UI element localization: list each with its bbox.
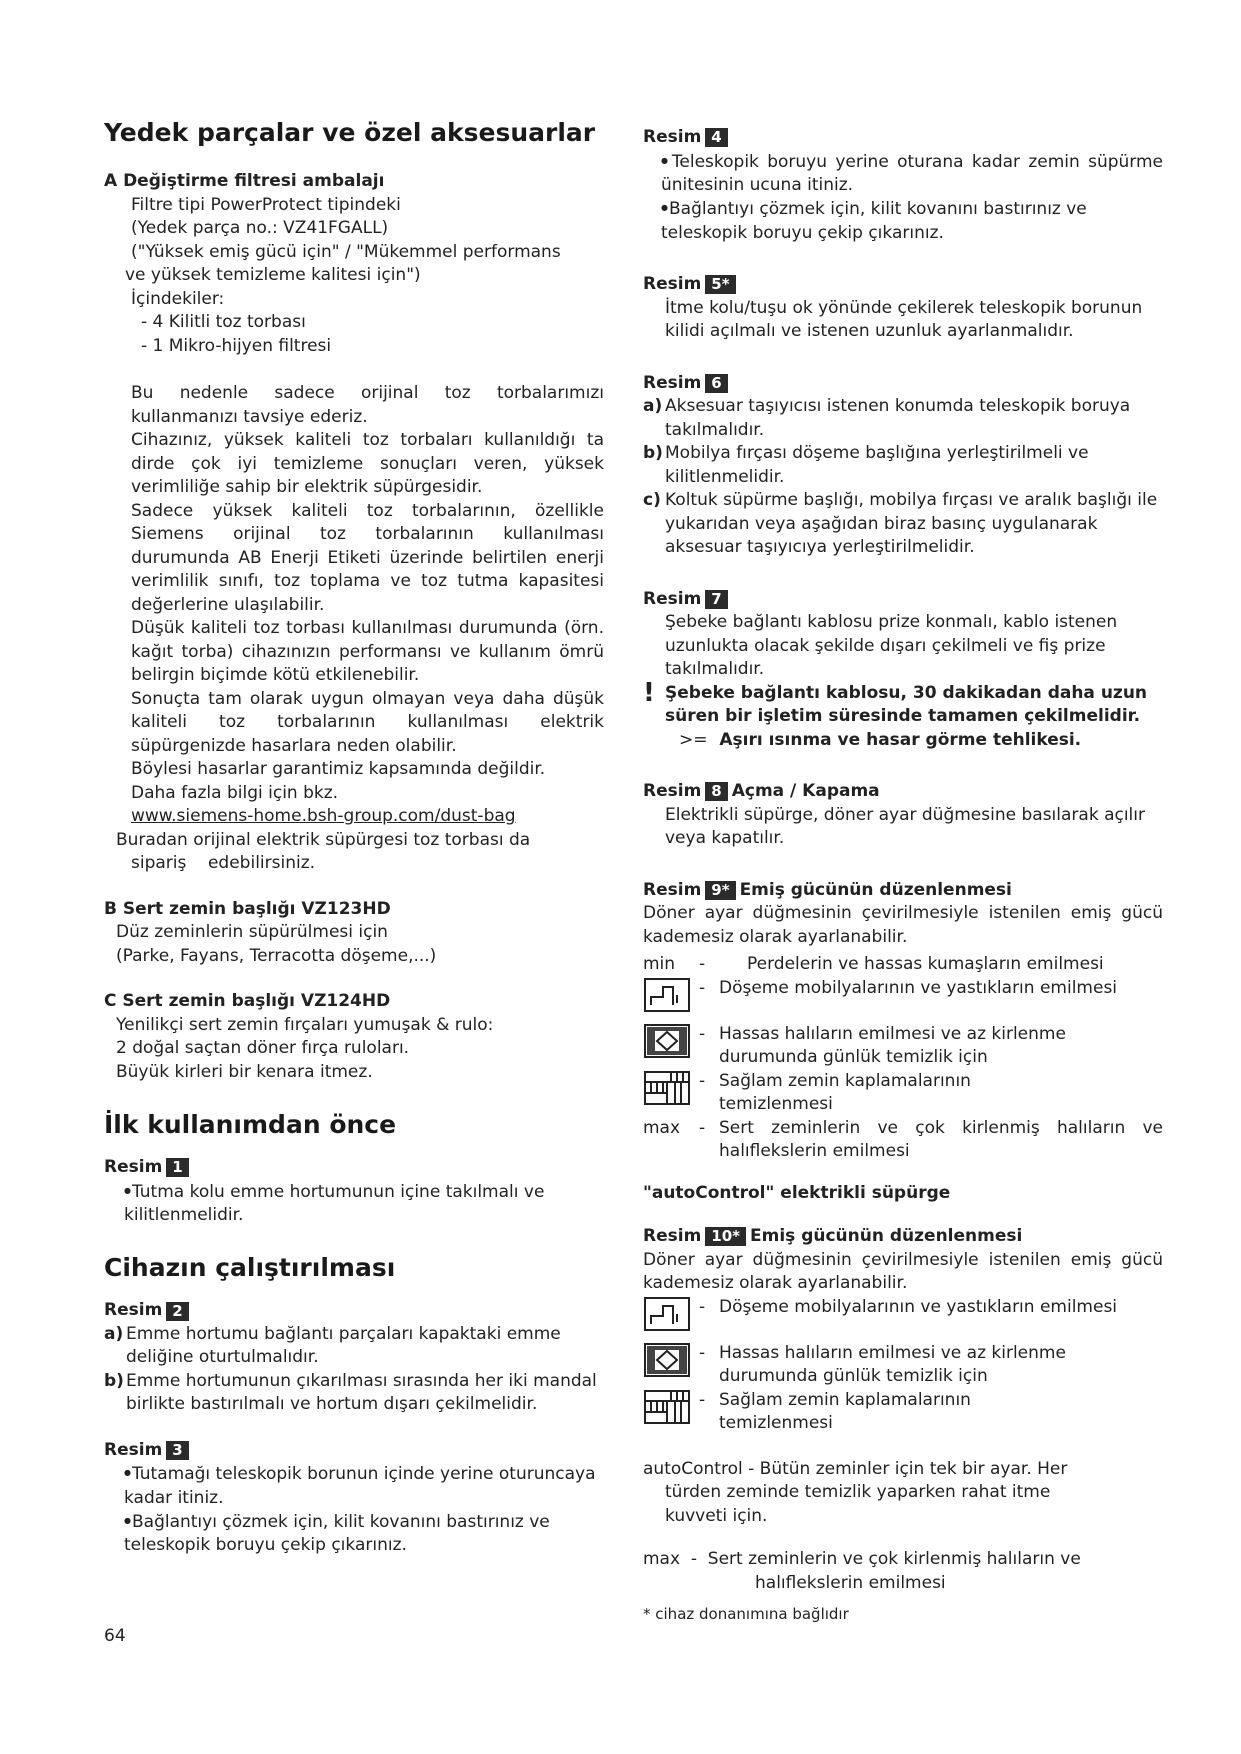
figure-badge: 8 bbox=[705, 782, 727, 801]
figure-badge: 3 bbox=[166, 1441, 188, 1460]
item-a-paragraph: Cihazınız, yüksek kaliteli toz torbaları kullanıldığı ta dirde çok iyi temizleme sonuçları veren, yüksek verimliliğe sahip bir elektrik süpürgesidir. bbox=[131, 430, 604, 497]
right-column bbox=[643, 126, 1163, 1627]
step-text: Elektrikli süpürge, döner ayar düğmesine basılarak açılır veya kapatılır. bbox=[665, 804, 1145, 848]
figure-title: Emiş gücünün düzenlenmesi bbox=[750, 1226, 1023, 1246]
item-c-title: C Sert zemin başlığı VZ124HD bbox=[104, 991, 391, 1011]
section-heading-operation: Cihazın çalıştırılması bbox=[104, 1253, 396, 1283]
step-text: Şebeke bağlantı kablosu prize konmalı, kablo istenen uzunlukta olacak şekilde dışarı çekilmeli ve fiş prize takılmalıdır. bbox=[665, 612, 1118, 679]
setting-text: Döşeme mobilyalarının ve yastıkların emilmesi bbox=[719, 1296, 1118, 1317]
setting-text: Döşeme mobilyalarının ve yastıkların emilmesi bbox=[719, 977, 1118, 998]
item-c-line: 2 doğal saçtan döner fırça ruloları. bbox=[116, 1038, 410, 1058]
dust-bag-link[interactable]: www.siemens-home.bsh-group.com/dust-bag bbox=[131, 806, 516, 826]
setting-text: Perdelerin ve hassas kumaşların emilmesi bbox=[747, 954, 1104, 974]
step-text: İtme kolu/tuşu ok yönünde çekilerek teleskopik borunun kilidi açılmalı ve istenen uzunluk ayarlanmalıdır. bbox=[665, 297, 1143, 341]
item-a-details bbox=[104, 194, 604, 829]
figure-badge: 7 bbox=[705, 590, 727, 609]
intro-text: Döner ayar düğmesinin çevirilmesiyle istenilen emiş gücü kademesiz olarak ayarlanabilir. bbox=[643, 903, 1163, 947]
step-b: b) Mobilya fırçası döşeme başlığına yerleştirilmeli ve kilitlenmelidir. bbox=[643, 443, 1089, 487]
item-a-paragraph: Daha fazla bilgi için bkz. bbox=[131, 782, 339, 803]
item-a-paragraph: Bu nedenle sadece orijinal toz torbalarımızı kullanmanızı tavsiye ederiz. bbox=[131, 383, 604, 427]
dash: - bbox=[699, 1023, 706, 1044]
item-b-line: (Parke, Fayans, Terracotta döşeme,...) bbox=[116, 945, 437, 966]
item-a-title: A Değiştirme filtresi ambalajı bbox=[104, 171, 385, 191]
setting-text: Hassas halıların emilmesi ve az kirlenme durumunda günlük temizlik için bbox=[719, 1023, 1066, 1067]
hard-floor-icon bbox=[643, 1070, 699, 1106]
item-a-paragraph: Böylesi hasarlar garantimiz kapsamında değildir. bbox=[131, 759, 546, 779]
dash: - bbox=[699, 1342, 706, 1363]
sofa-icon bbox=[643, 1296, 699, 1332]
figure-ref-5: Resim 5* bbox=[643, 273, 1163, 297]
figure-badge: 1 bbox=[166, 1158, 188, 1177]
sofa-icon bbox=[643, 977, 699, 1013]
figure-badge: 10* bbox=[705, 1227, 746, 1246]
setting-row-sofa bbox=[643, 1296, 1163, 1332]
carpet-icon bbox=[643, 1342, 699, 1378]
setting-row-sofa bbox=[643, 977, 1163, 1013]
step-text: ● Bağlantıyı çözmek için, kilit kovanını bastırınız ve teleskopik boruyu çekip çıkarınız. bbox=[643, 197, 1163, 245]
section-heading-before-use: İlk kullanımdan önce bbox=[104, 1110, 397, 1139]
warning-icon: ! bbox=[643, 677, 655, 708]
item-a-paragraph: Sonuçta tam olarak uygun olmayan veya daha düşük kaliteli toz torbalarının kullanılması elektrik süpürgenizde hasarlara neden olabilir. bbox=[131, 688, 604, 756]
max-desc: max - Sert zeminlerin ve çok kirlenmiş halıların ve halıflekslerin emilmesi bbox=[643, 1549, 1081, 1593]
setting-row-floor bbox=[643, 1070, 1163, 1117]
figure-badge: 9* bbox=[705, 881, 735, 900]
item-a-line: ve yüksek temizleme kalitesi için") bbox=[125, 265, 421, 285]
warning-consequence: >= Aşırı ısınma ve hasar görme tehlikesi. bbox=[679, 729, 1082, 750]
item-a-line: (Yedek parça no.: VZ41FGALL) bbox=[131, 218, 389, 238]
item-c-line: Büyük kirleri bir kenara itmez. bbox=[116, 1061, 373, 1082]
setting-row-carpet bbox=[643, 1023, 1163, 1070]
figure-ref-1: Resim 1 bbox=[104, 1156, 604, 1180]
setting-text: Hassas halıların emilmesi ve az kirlenme durumunda günlük temizlik için bbox=[719, 1342, 1066, 1386]
item-a-paragraph: Buradan orijinal elektrik süpürgesi toz torbası da bbox=[116, 829, 531, 850]
dash: - bbox=[699, 977, 706, 998]
setting-text: Sağlam zemin kaplamalarının temizlenmesi bbox=[719, 1389, 971, 1433]
dash: - bbox=[699, 1117, 706, 1138]
item-c-line: Yenilikçi sert zemin fırçaları yumuşak & rulo: bbox=[116, 1014, 494, 1035]
setting-row-max bbox=[643, 1117, 1163, 1164]
item-a-line: ("Yüksek emiş gücü için" / "Mükemmel performans bbox=[131, 241, 561, 262]
step-a: a) Emme hortumu bağlantı parçaları kapaktaki emme deliğine oturtulmalıdır. bbox=[104, 1323, 561, 1368]
setting-text: Sağlam zemin kaplamalarının temizlenmesi bbox=[719, 1070, 971, 1114]
figure-ref-4: Resim 4 bbox=[643, 126, 1163, 150]
step-text: ● Teleskopik boruyu yerine oturana kadar zemin süpürme ünitesinin ucuna itiniz. bbox=[643, 150, 1163, 198]
setting-text: Sert zeminlerin ve çok kirlenmiş halıların ve halıflekslerin emilmesi bbox=[719, 1117, 1163, 1161]
warning-text: Şebeke bağlantı kablosu, 30 dakikadan daha uzun süren bir işletim süresinde tamamen çekilmelidir. bbox=[665, 682, 1148, 726]
step-text: ● Tutamağı teleskopik borunun içinde yerine oturuncaya kadar itiniz. bbox=[104, 1462, 604, 1510]
dash: - bbox=[699, 1070, 706, 1091]
intro-text: Döner ayar düğmesinin çevirilmesiyle istenilen emiş gücü kademesiz olarak ayarlanabilir. bbox=[643, 1249, 1163, 1293]
item-b-title: B Sert zemin başlığı VZ123HD bbox=[104, 898, 391, 919]
dash: - bbox=[699, 954, 706, 974]
hard-floor-icon bbox=[643, 1389, 699, 1425]
figure-badge: 6 bbox=[705, 374, 727, 393]
page-number: 64 bbox=[104, 1626, 126, 1646]
dash: - bbox=[699, 1296, 706, 1317]
item-b-line: Düz zeminlerin süpürülmesi için bbox=[116, 922, 388, 942]
carpet-icon bbox=[643, 1023, 699, 1059]
setting-row-floor bbox=[643, 1389, 1163, 1436]
figure-title: Emiş gücünün düzenlenmesi bbox=[739, 879, 1012, 900]
figure-badge: 2 bbox=[166, 1302, 188, 1321]
step-text: ● Bağlantıyı çözmek için, kilit kovanını bastırınız ve teleskopik boruyu çekip çıkarınız. bbox=[104, 1510, 604, 1558]
figure-ref-3: Resim 3 bbox=[104, 1439, 604, 1463]
figure-title: Açma / Kapama bbox=[731, 781, 880, 801]
autocontrol-desc: autoControl - Bütün zeminler için tek bir ayar. Her türden zeminde temizlik yaparken rahat itme kuvveti için. bbox=[643, 1458, 1068, 1526]
item-a-line: Filtre tipi PowerProtect tipindeki bbox=[131, 194, 401, 215]
setting-row-min bbox=[643, 953, 1163, 977]
warning-block bbox=[643, 677, 1163, 729]
item-a-line: - 4 Kilitli toz torbası bbox=[141, 312, 306, 332]
item-a-line: İçindekiler: bbox=[131, 288, 225, 309]
figure-ref-6: Resim 6 bbox=[643, 372, 1163, 396]
figure-ref-2: Resim 2 bbox=[104, 1299, 604, 1323]
figure-badge: 5* bbox=[705, 275, 735, 294]
figure-ref-10: Resim 10* Emiş gücünün düzenlenmesi bbox=[643, 1225, 1163, 1249]
step-b: b) Emme hortumunun çıkarılması sırasında her iki mandal birlikte bastırılmalı ve hortum dışarı çekilmelidir. bbox=[104, 1370, 597, 1415]
figure-badge: 4 bbox=[705, 128, 727, 147]
item-a-line: - 1 Mikro-hijyen filtresi bbox=[141, 335, 332, 356]
setting-label: min bbox=[643, 954, 676, 974]
item-a-paragraph: Sadece yüksek kaliteli toz torbalarının, özellikle Siemens orijinal toz torbalarının kullanılması durumunda AB Enerji Etiketi üzerinde belirtilen enerji verimlilik sınıfı, toz toplama ve toz tutma kapasitesi değerlerine ulaşılabilir. bbox=[131, 500, 604, 615]
step-a: a) Aksesuar taşıyıcısı istenen konumda teleskopik boruya takılmalıdır. bbox=[643, 396, 1131, 440]
figure-ref-9: Resim 9* Emiş gücünün düzenlenmesi bbox=[643, 879, 1163, 903]
figure-ref-8: Resim 8 Açma / Kapama bbox=[643, 780, 1163, 804]
item-a-paragraph: Düşük kaliteli toz torbası kullanılması durumunda (örn. kağıt torba) cihazınızın performansı ve kullanım ömrü belirgin biçimde kötü etkilenebilir. bbox=[131, 618, 604, 685]
autocontrol-title: "autoControl" elektrikli süpürge bbox=[643, 1182, 951, 1203]
dash: - bbox=[699, 1389, 706, 1410]
left-column bbox=[104, 118, 604, 1558]
step-c: c) Koltuk süpürme başlığı, mobilya fırçası ve aralık başlığı ile yukarıdan veya aşağıdan biraz basınç uygulanarak aksesuar taşıyıcıya yerleştirilmelidir. bbox=[643, 490, 1158, 557]
footnote: * cihaz donanımına bağlıdır bbox=[643, 1605, 849, 1623]
setting-row-carpet bbox=[643, 1342, 1163, 1389]
setting-label: max bbox=[643, 1117, 681, 1138]
section-heading-spare-parts: Yedek parçalar ve özel aksesuarlar bbox=[104, 118, 596, 147]
figure-ref-7: Resim 7 bbox=[643, 588, 1163, 612]
step-text: ● Tutma kolu emme hortumunun içine takılmalı ve kilitlenmelidir. bbox=[104, 1180, 604, 1228]
item-a-paragraph: sipariş edebilirsiniz. bbox=[131, 853, 316, 873]
